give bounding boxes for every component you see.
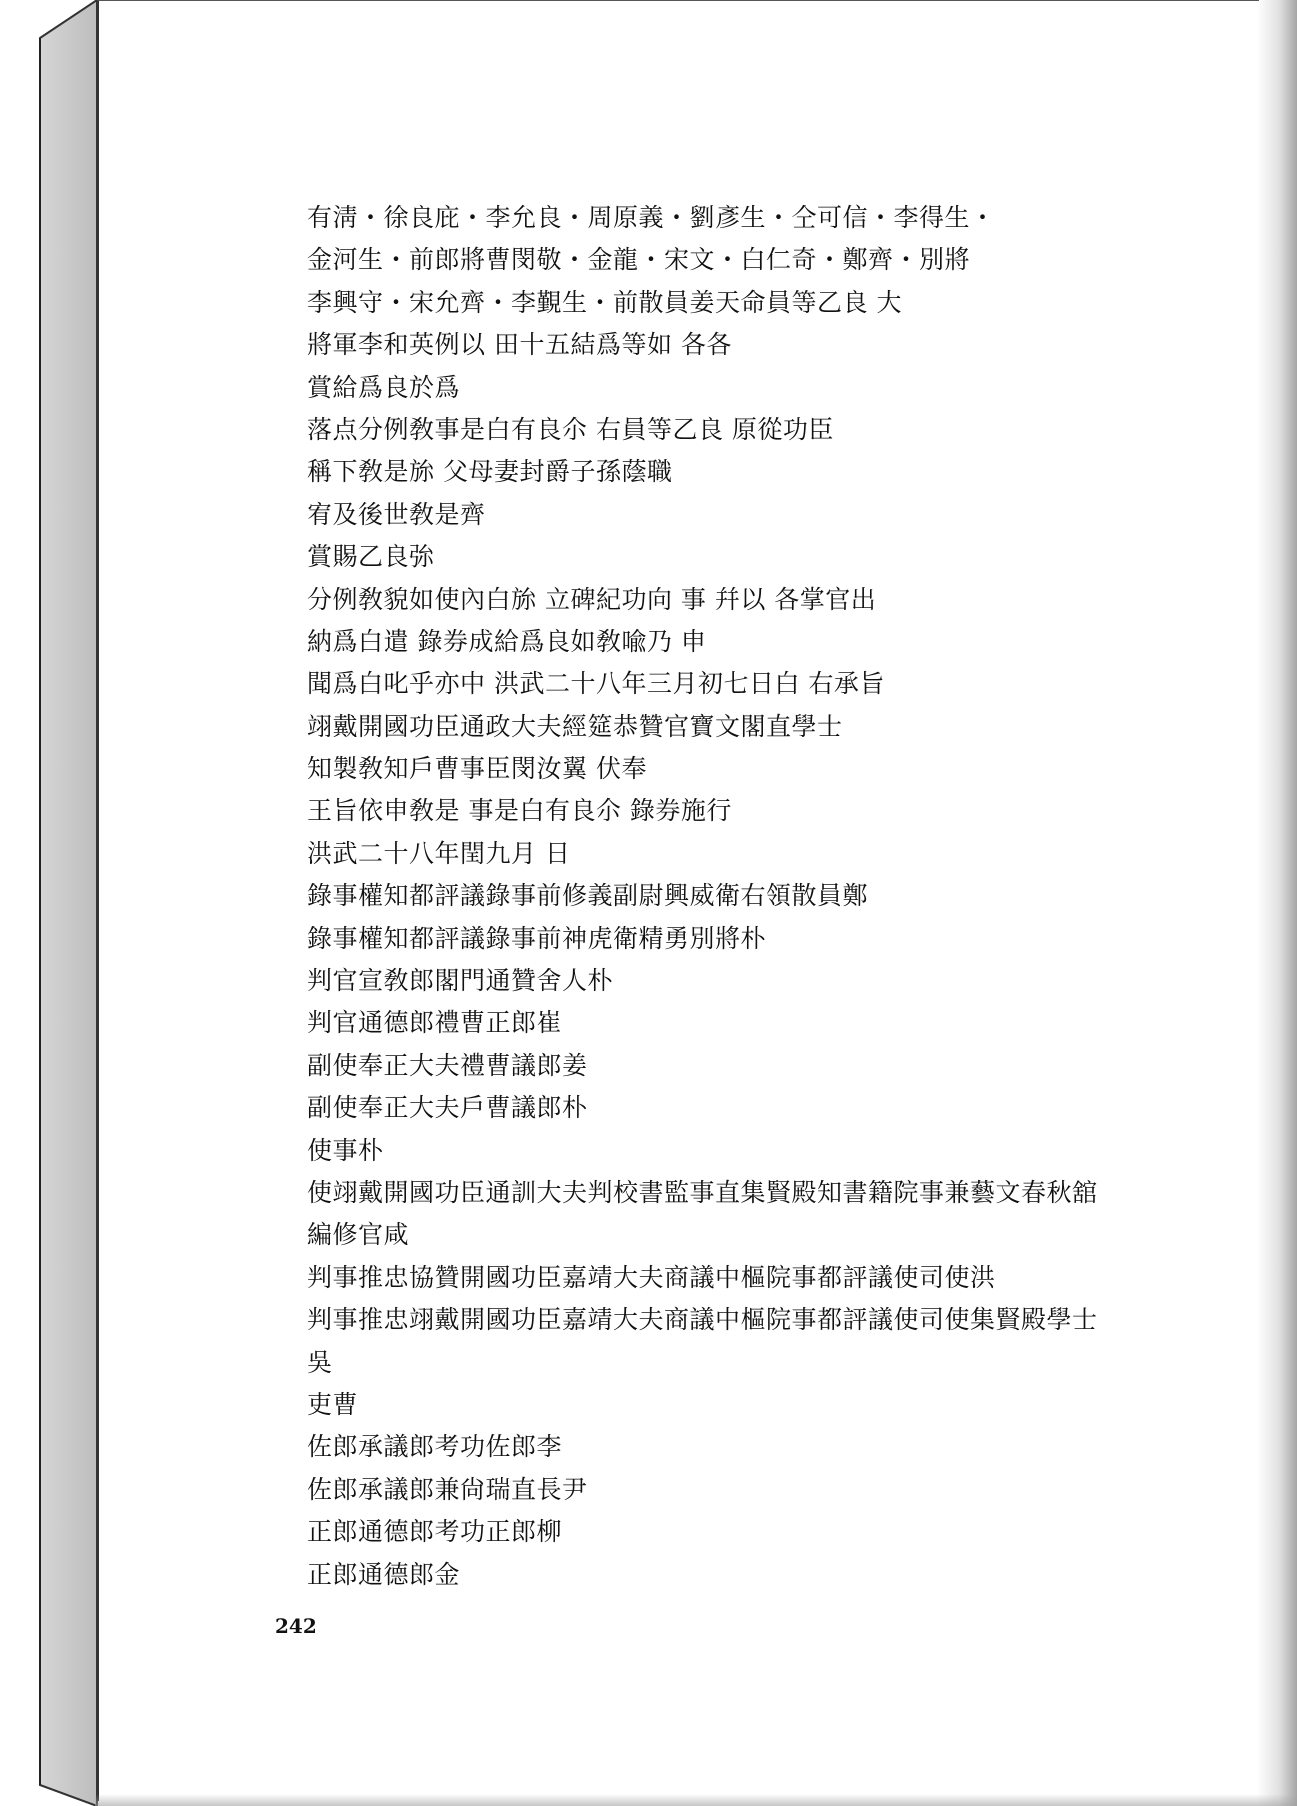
text-line: 正郎通德郎考功正郎柳 xyxy=(307,1517,563,1547)
text-line: 吏曹 xyxy=(307,1389,359,1419)
text-line: 判事推忠協贊開國功臣嘉靖大夫商議中樞院事都評議使司使洪 xyxy=(307,1262,996,1292)
text-line: 落点分例敎事是白有良尒 右員等乙良 原從功臣 xyxy=(307,414,834,444)
text-line: 副使奉正大夫戶曹議郎朴 xyxy=(307,1093,588,1123)
text-line: 賞給爲良於爲 xyxy=(307,372,461,402)
text-line: 翊戴開國功臣通政大夫經筵恭贊官寶文閣直學士 xyxy=(307,711,843,741)
text-line: 使翊戴開國功臣通訓大夫判校書監事直集賢殿知書籍院事兼藝文春秋舘 xyxy=(307,1177,1098,1207)
text-line: 有淸・徐良庇・李允良・周原義・劉彥生・仝可信・李得生・ xyxy=(307,203,996,232)
text-line: 佐郎承議郎考功佐郎李 xyxy=(307,1432,563,1462)
text-line: 判官宣敎郎閣門通贊舍人朴 xyxy=(307,966,614,996)
text-line: 錄事權知都評議錄事前神虎衛精勇別將朴 xyxy=(307,923,767,953)
text-line: 判事推忠翊戴開國功臣嘉靖大夫商議中樞院事都評議使司使集賢殿學士 xyxy=(307,1305,1098,1335)
page-bottom-shadow xyxy=(95,1794,1297,1806)
text-line: 李興守・宋允齊・李覲生・前散員姜天命員等乙良 大 xyxy=(307,287,902,317)
text-line: 聞爲白叱乎亦中 洪武二十八年三月初七日白 右承旨 xyxy=(307,669,885,699)
text-line: 錄事權知都評議錄事前修義副尉興威衛右領散員鄭 xyxy=(307,881,869,911)
text-line: 吳 xyxy=(307,1347,333,1377)
text-line: 使事朴 xyxy=(307,1135,384,1165)
text-line: 分例敎貌如使內白旀 立碑紀功向 事 幷以 各掌官出 xyxy=(307,584,877,614)
document-text xyxy=(307,197,1267,1596)
text-line: 佐郎承議郎兼尙瑞直長尹 xyxy=(307,1474,588,1504)
book-page xyxy=(97,0,1259,1801)
text-line: 納爲白遣 錄券成給爲良如敎喩乃 申 xyxy=(307,626,707,656)
text-line: 稱下敎是旀 父母妻封爵子孫蔭職 xyxy=(307,457,673,487)
text-line: 王旨依申敎是 事是白有良尒 錄券施行 xyxy=(307,796,732,826)
page-edge-shadow xyxy=(1257,0,1297,1806)
text-line: 副使奉正大夫禮曹議郎姜 xyxy=(307,1050,588,1080)
text-line: 將軍李和英例以 田十五結爲等如 各各 xyxy=(307,330,732,360)
text-line: 正郎通德郎金 xyxy=(307,1559,461,1589)
text-line: 洪武二十八年閏九月 日 xyxy=(307,838,571,868)
text-line: 宥及後世敎是齊 xyxy=(307,499,486,529)
page-number: 242 xyxy=(275,1614,317,1638)
text-line: 金河生・前郎將曹閔敬・金龍・宋文・白仁奇・鄭齊・別將 xyxy=(307,245,971,275)
text-line: 賞賜乙良㢱 xyxy=(307,542,435,572)
text-line: 知製敎知戶曹事臣閔汝翼 伏奉 xyxy=(307,754,647,784)
text-line: 判官通德郎禮曹正郎崔 xyxy=(307,1008,563,1038)
text-line: 編修官咸 xyxy=(307,1220,410,1250)
